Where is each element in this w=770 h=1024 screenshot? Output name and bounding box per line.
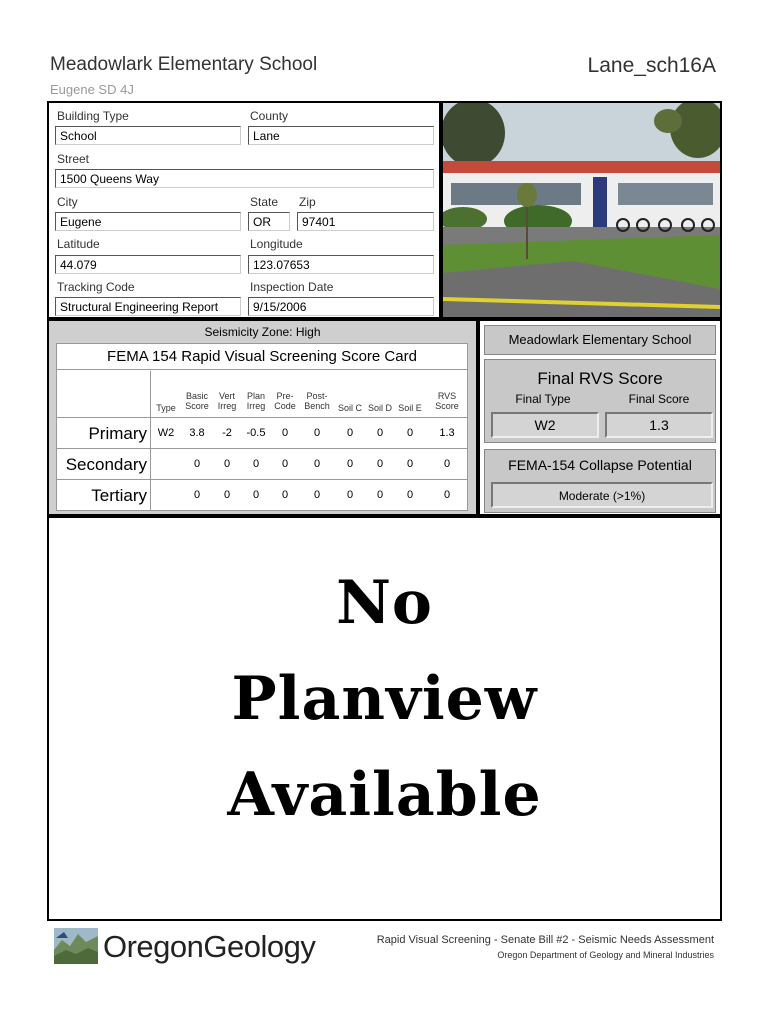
state-field: OR xyxy=(248,212,290,231)
building-type-label: Building Type xyxy=(57,109,129,123)
footer-line-2: Oregon Department of Geology and Mineral Industries xyxy=(497,950,714,960)
county-label: County xyxy=(250,109,289,123)
primary-plan-irreg: -0.5 xyxy=(246,427,266,439)
tertiary-plan-irreg: 0 xyxy=(252,489,260,501)
inspection-date-label: Inspection Date xyxy=(250,280,334,294)
seismicity-zone: Seismicity Zone: High xyxy=(204,325,321,339)
district-name: Eugene SD 4J xyxy=(50,82,134,97)
collapse-potential-value: Moderate (>1%) xyxy=(491,482,713,508)
longitude-field: 123.07653 xyxy=(248,255,434,274)
building-photo xyxy=(441,101,722,319)
city-field: Eugene xyxy=(55,212,241,231)
planview-line-3: Available xyxy=(227,760,542,830)
tracking-code-field: Structural Engineering Report xyxy=(55,297,241,316)
secondary-soil-c: 0 xyxy=(346,458,354,470)
secondary-soil-d: 0 xyxy=(376,458,384,470)
state-label: State xyxy=(250,195,279,209)
collapse-potential-box xyxy=(484,449,716,513)
longitude-label: Longitude xyxy=(250,237,303,251)
tertiary-post-bench: 0 xyxy=(313,489,321,501)
latitude-label: Latitude xyxy=(57,237,100,251)
col-header-type: Type xyxy=(156,403,176,413)
county-field: Lane xyxy=(248,126,434,145)
city-label: City xyxy=(57,195,78,209)
secondary-soil-e: 0 xyxy=(406,458,414,470)
divider xyxy=(57,448,467,449)
inspection-date-field: 9/15/2006 xyxy=(248,297,434,316)
tertiary-basic-score: 0 xyxy=(193,489,201,501)
zip-field: 97401 xyxy=(297,212,434,231)
col-header-soil-e: Soil E xyxy=(398,403,422,413)
final-type-label: Final Type xyxy=(515,392,571,406)
row-label-secondary: Secondary xyxy=(65,455,147,474)
final-rvs-title: Final RVS Score xyxy=(537,369,663,388)
row-label-primary: Primary xyxy=(88,424,147,443)
final-score-panel xyxy=(478,319,722,516)
tertiary-soil-d: 0 xyxy=(376,489,384,501)
col-header-soil-c: Soil C xyxy=(337,403,362,413)
secondary-post-bench: 0 xyxy=(313,458,321,470)
primary-soil-c: 0 xyxy=(346,427,354,439)
tertiary-soil-c: 0 xyxy=(346,489,354,501)
col-header-basic-score: Basic Score xyxy=(185,391,209,411)
primary-vert-irreg: -2 xyxy=(222,427,232,439)
primary-rvs-score: 1.3 xyxy=(439,427,455,439)
planview-panel xyxy=(47,516,722,921)
final-school-name: Meadowlark Elementary School xyxy=(484,325,716,355)
col-header-vert-irreg: Vert Irreg xyxy=(217,391,237,411)
logo-text: OregonGeology xyxy=(103,929,316,964)
site-id: Lane_sch16A xyxy=(587,54,716,77)
tracking-code-label: Tracking Code xyxy=(57,280,135,294)
final-score-label: Final Score xyxy=(628,392,690,406)
street-label: Street xyxy=(57,152,90,166)
primary-type: W2 xyxy=(157,427,175,439)
row-label-tertiary: Tertiary xyxy=(91,486,147,505)
primary-soil-e: 0 xyxy=(406,427,414,439)
tertiary-rvs-score: 0 xyxy=(443,489,451,501)
oregon-geology-logo-icon xyxy=(54,928,98,964)
zip-label: Zip xyxy=(299,195,316,209)
primary-soil-d: 0 xyxy=(376,427,384,439)
primary-post-bench: 0 xyxy=(313,427,321,439)
score-card xyxy=(56,343,468,511)
secondary-vert-irreg: 0 xyxy=(223,458,231,470)
tertiary-soil-e: 0 xyxy=(406,489,414,501)
divider xyxy=(57,417,467,418)
secondary-plan-irreg: 0 xyxy=(252,458,260,470)
primary-pre-code: 0 xyxy=(281,427,289,439)
secondary-rvs-score: 0 xyxy=(443,458,451,470)
col-header-soil-d: Soil D xyxy=(367,403,392,413)
building-type-field: School xyxy=(55,126,241,145)
secondary-pre-code: 0 xyxy=(281,458,289,470)
page-title: Meadowlark Elementary School xyxy=(50,54,318,75)
latitude-field: 44.079 xyxy=(55,255,241,274)
collapse-potential-title: FEMA-154 Collapse Potential xyxy=(508,457,692,473)
tertiary-vert-irreg: 0 xyxy=(223,489,231,501)
final-score-value: 1.3 xyxy=(605,412,713,438)
footer-line-1: Rapid Visual Screening - Senate Bill #2 - Seismic Needs Assessment xyxy=(376,934,714,946)
final-type-value: W2 xyxy=(491,412,599,438)
building-info-panel xyxy=(47,101,441,319)
col-header-plan-irreg: Plan Irreg xyxy=(246,391,266,411)
planview-line-1: No xyxy=(336,568,433,638)
col-header-rvs-score: RVS Score xyxy=(435,391,459,411)
divider xyxy=(57,479,467,480)
street-field: 1500 Queens Way xyxy=(55,169,434,188)
score-card-title: FEMA 154 Rapid Visual Screening Score Card xyxy=(57,344,467,370)
tertiary-pre-code: 0 xyxy=(281,489,289,501)
primary-basic-score: 3.8 xyxy=(189,427,205,439)
col-header-post-bench: Post- Bench xyxy=(304,391,330,411)
secondary-basic-score: 0 xyxy=(193,458,201,470)
col-header-pre-code: Pre- Code xyxy=(274,391,296,411)
planview-line-2: Planview xyxy=(231,664,538,734)
final-rvs-box xyxy=(484,359,716,443)
